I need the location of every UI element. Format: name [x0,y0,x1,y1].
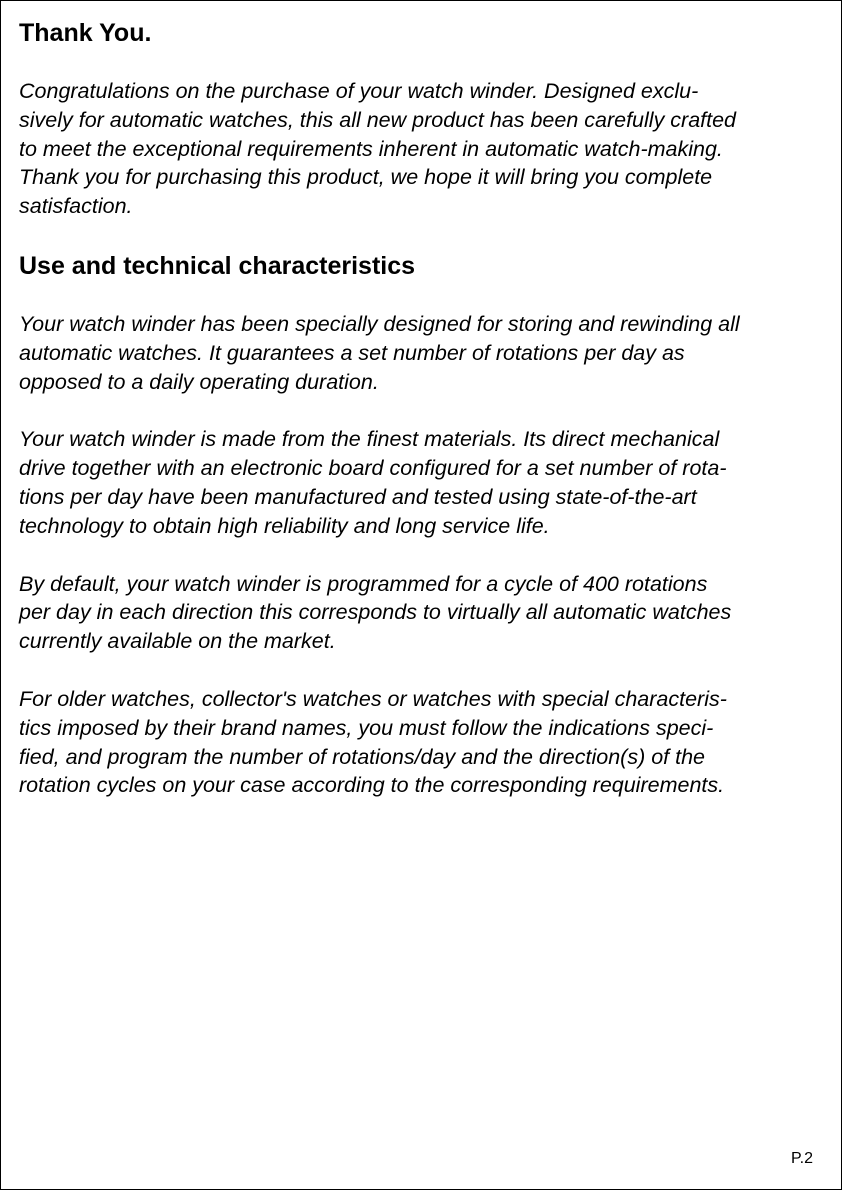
paragraph-storing-rewinding: Your watch winder has been specially designed for storing and rewinding all automatic watches. It guarantees a set number of rotations per day as opposed to a daily operating duration. [19,311,740,394]
heading-use-technical: Use and technical characteristics [19,251,416,280]
paragraph-materials: Your watch winder is made from the finest materials. Its direct mechanical drive together with an electronic board configured for a set number of rota- tions per day have been manufactured and tested using state-of-the-art technology to obtain high reliability and long service life. [19,427,727,538]
heading-thank-you: Thank You. [19,19,152,47]
spacer [19,541,831,570]
page-number: P.2 [791,1150,813,1167]
spacer [19,49,831,77]
spacer [19,221,831,250]
paragraph-older-watches: For older watches, collector's watches or watches with special characteris- tics imposed by their brand names, you must follow the indications speci- fied, and program the number of rotations/day and the direction(s) of the rotation cycles on your case according to the corresponding requirements. [19,686,727,798]
page-content [19,17,831,800]
paragraph-default-program: By default, your watch winder is programmed for a cycle of 400 rotations per day in each direction this corresponds to virtually all automatic watches currently available on the market. [19,571,732,654]
intro-paragraph: Congratulations on the purchase of your watch winder. Designed exclu- sively for automatic watches, this all new product has been carefully crafted to meet the exceptional requirements inherent in automatic watch-making. Thank you for purchasing this product, we hope it will bring you complete satisfaction. [19,79,737,219]
spacer [19,282,831,310]
spacer [19,396,831,425]
spacer [19,656,831,685]
